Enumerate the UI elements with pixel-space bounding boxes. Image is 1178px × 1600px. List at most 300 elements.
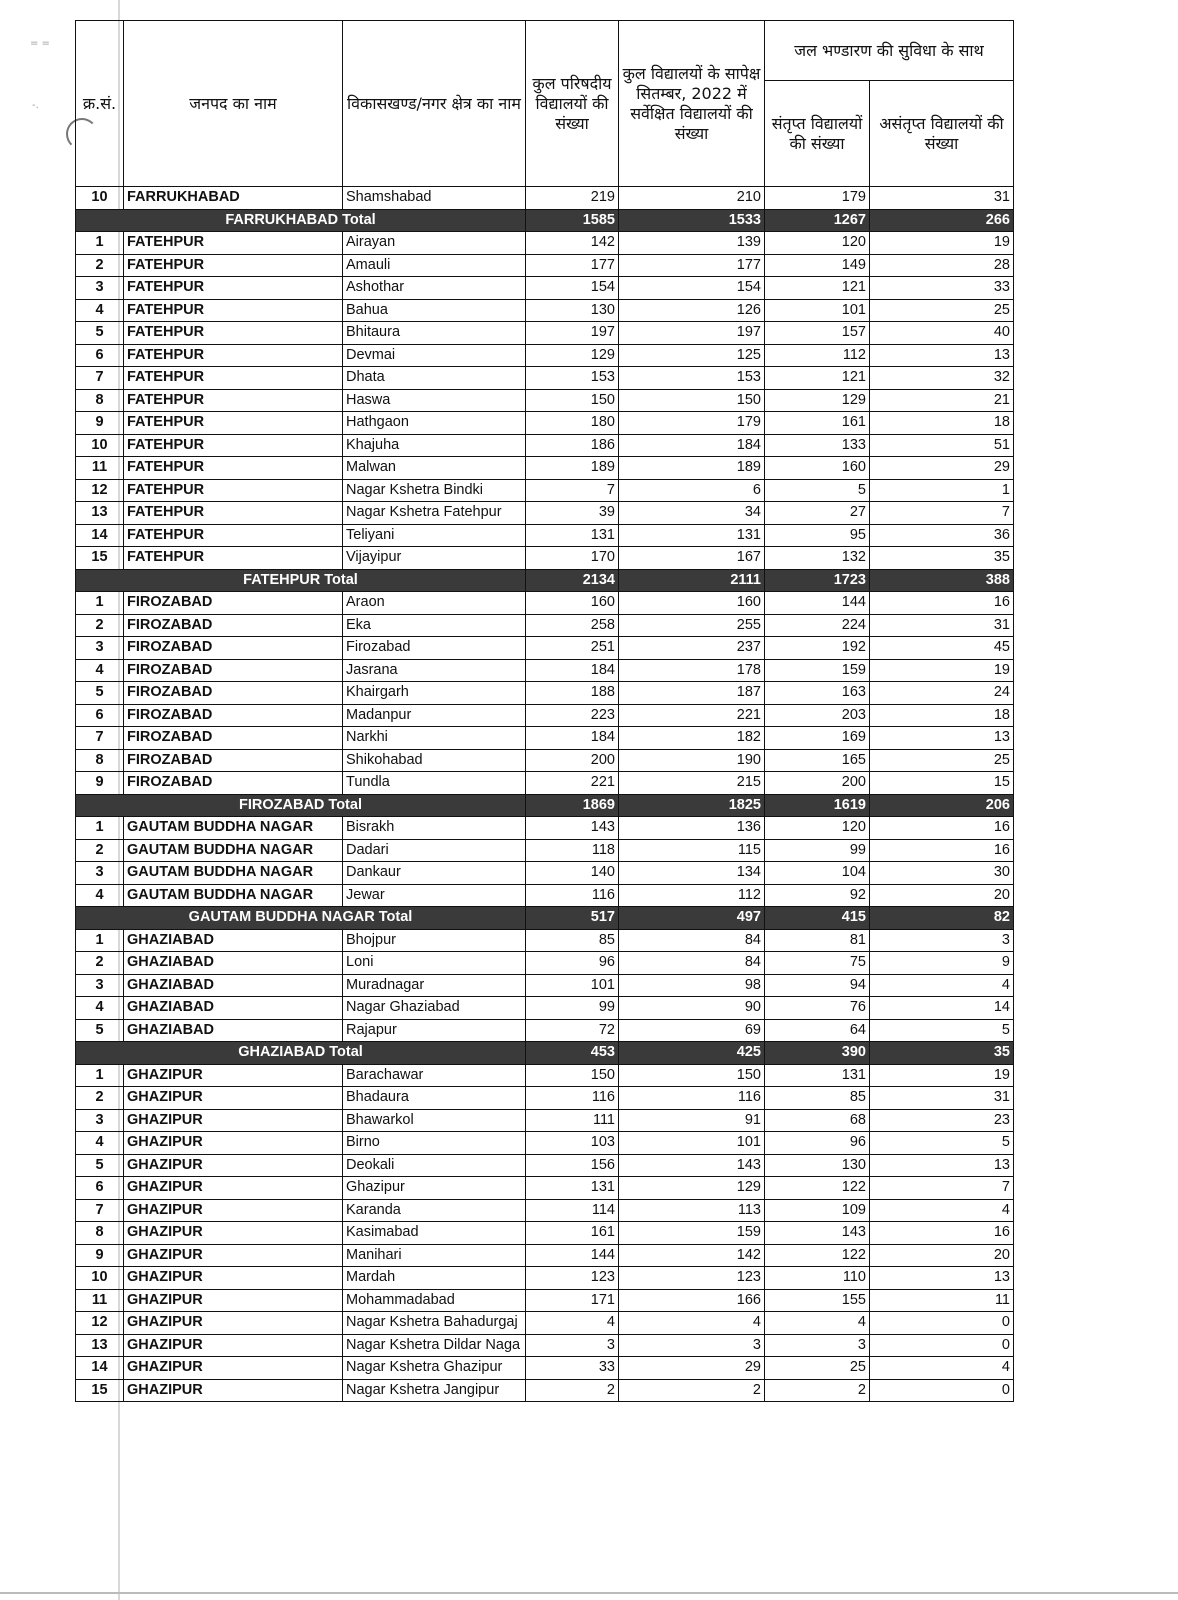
- saturated-count: 144: [765, 592, 870, 615]
- scan-mark: = =: [30, 38, 50, 49]
- serial-number: 5: [76, 1154, 124, 1177]
- serial-number: 6: [76, 704, 124, 727]
- district-name: GHAZIPUR: [124, 1379, 343, 1402]
- total-count: 188: [526, 682, 619, 705]
- block-name: Shamshabad: [343, 187, 526, 210]
- block-name: Nagar Kshetra Fatehpur: [343, 502, 526, 525]
- block-name: Nagar Kshetra Ghazipur: [343, 1357, 526, 1380]
- total-count: 131: [526, 524, 619, 547]
- saturated-count: 415: [765, 907, 870, 930]
- block-name: Muradnagar: [343, 974, 526, 997]
- total-count: 4: [526, 1312, 619, 1335]
- unsaturated-count: 206: [870, 794, 1014, 817]
- serial-number: 6: [76, 344, 124, 367]
- block-name: Vijayipur: [343, 547, 526, 570]
- surveyed-count: 29: [619, 1357, 765, 1380]
- saturated-count: 5: [765, 479, 870, 502]
- saturated-count: 129: [765, 389, 870, 412]
- total-count: 96: [526, 952, 619, 975]
- unsaturated-count: 3: [870, 929, 1014, 952]
- table-row: [76, 479, 1014, 502]
- block-name: Deokali: [343, 1154, 526, 1177]
- block-name: Nagar Ghaziabad: [343, 997, 526, 1020]
- block-name: Devmai: [343, 344, 526, 367]
- district-name: FATEHPUR: [124, 232, 343, 255]
- total-count: 153: [526, 367, 619, 390]
- total-count: 123: [526, 1267, 619, 1290]
- district-name: FIROZABAD: [124, 637, 343, 660]
- unsaturated-count: 21: [870, 389, 1014, 412]
- table-row: [76, 929, 1014, 952]
- serial-number: 4: [76, 299, 124, 322]
- serial-number: 9: [76, 1244, 124, 1267]
- unsaturated-count: 0: [870, 1379, 1014, 1402]
- saturated-count: 203: [765, 704, 870, 727]
- surveyed-count: 215: [619, 772, 765, 795]
- unsaturated-count: 31: [870, 614, 1014, 637]
- serial-number: 3: [76, 974, 124, 997]
- serial-number: 5: [76, 322, 124, 345]
- serial-number: 10: [76, 434, 124, 457]
- saturated-count: 99: [765, 839, 870, 862]
- surveyed-count: 154: [619, 277, 765, 300]
- district-name: GHAZIABAD: [124, 929, 343, 952]
- district-name: FATEHPUR: [124, 254, 343, 277]
- saturated-count: 169: [765, 727, 870, 750]
- unsaturated-count: 33: [870, 277, 1014, 300]
- serial-number: 4: [76, 884, 124, 907]
- surveyed-count: 497: [619, 907, 765, 930]
- total-count: 197: [526, 322, 619, 345]
- table-row: [76, 187, 1014, 210]
- serial-number: 11: [76, 1289, 124, 1312]
- header-sr: क्र.सं.: [76, 21, 124, 187]
- surveyed-count: 160: [619, 592, 765, 615]
- district-name: FATEHPUR: [124, 322, 343, 345]
- saturated-count: 143: [765, 1222, 870, 1245]
- surveyed-count: 221: [619, 704, 765, 727]
- total-count: 221: [526, 772, 619, 795]
- surveyed-count: 112: [619, 884, 765, 907]
- district-name: GHAZIABAD: [124, 952, 343, 975]
- serial-number: 10: [76, 187, 124, 210]
- district-total-row: [76, 794, 1014, 817]
- total-count: 144: [526, 1244, 619, 1267]
- scan-mark: -.: [32, 100, 39, 111]
- serial-number: 6: [76, 1177, 124, 1200]
- total-label: GHAZIABAD Total: [76, 1042, 526, 1065]
- serial-number: 7: [76, 1199, 124, 1222]
- serial-number: 1: [76, 592, 124, 615]
- unsaturated-count: 16: [870, 592, 1014, 615]
- table-row: [76, 1244, 1014, 1267]
- saturated-count: 68: [765, 1109, 870, 1132]
- unsaturated-count: 28: [870, 254, 1014, 277]
- unsaturated-count: 13: [870, 1154, 1014, 1177]
- total-count: 170: [526, 547, 619, 570]
- table-row: [76, 1334, 1014, 1357]
- total-count: 7: [526, 479, 619, 502]
- schools-water-storage-table: [75, 20, 1014, 1402]
- serial-number: 15: [76, 547, 124, 570]
- district-name: FATEHPUR: [124, 502, 343, 525]
- saturated-count: 157: [765, 322, 870, 345]
- serial-number: 4: [76, 997, 124, 1020]
- block-name: Nagar Kshetra Jangipur: [343, 1379, 526, 1402]
- total-count: 180: [526, 412, 619, 435]
- surveyed-count: 69: [619, 1019, 765, 1042]
- table-row: [76, 1064, 1014, 1087]
- surveyed-count: 34: [619, 502, 765, 525]
- total-count: 39: [526, 502, 619, 525]
- table-row: [76, 322, 1014, 345]
- saturated-count: 155: [765, 1289, 870, 1312]
- surveyed-count: 129: [619, 1177, 765, 1200]
- serial-number: 11: [76, 457, 124, 480]
- saturated-count: 159: [765, 659, 870, 682]
- surveyed-count: 1825: [619, 794, 765, 817]
- table-row: [76, 884, 1014, 907]
- surveyed-count: 126: [619, 299, 765, 322]
- block-name: Bahua: [343, 299, 526, 322]
- total-count: 103: [526, 1132, 619, 1155]
- serial-number: 7: [76, 727, 124, 750]
- saturated-count: 121: [765, 367, 870, 390]
- total-count: 161: [526, 1222, 619, 1245]
- block-name: Manihari: [343, 1244, 526, 1267]
- unsaturated-count: 388: [870, 569, 1014, 592]
- table-row: [76, 277, 1014, 300]
- serial-number: 9: [76, 772, 124, 795]
- total-count: 453: [526, 1042, 619, 1065]
- unsaturated-count: 29: [870, 457, 1014, 480]
- table-row: [76, 614, 1014, 637]
- table-row: [76, 772, 1014, 795]
- district-name: FATEHPUR: [124, 457, 343, 480]
- table-row: [76, 1154, 1014, 1177]
- total-count: 184: [526, 659, 619, 682]
- block-name: Amauli: [343, 254, 526, 277]
- block-name: Haswa: [343, 389, 526, 412]
- surveyed-count: 178: [619, 659, 765, 682]
- unsaturated-count: 23: [870, 1109, 1014, 1132]
- page-bottom-edge: [0, 1592, 1178, 1594]
- total-label: FARRUKHABAD Total: [76, 209, 526, 232]
- unsaturated-count: 266: [870, 209, 1014, 232]
- surveyed-count: 425: [619, 1042, 765, 1065]
- unsaturated-count: 20: [870, 1244, 1014, 1267]
- district-name: GAUTAM BUDDHA NAGAR: [124, 839, 343, 862]
- total-count: 154: [526, 277, 619, 300]
- table-row: [76, 367, 1014, 390]
- surveyed-count: 90: [619, 997, 765, 1020]
- saturated-count: 149: [765, 254, 870, 277]
- surveyed-count: 2111: [619, 569, 765, 592]
- block-name: Bhadaura: [343, 1087, 526, 1110]
- total-count: 143: [526, 817, 619, 840]
- table-row: [76, 524, 1014, 547]
- district-name: GHAZIPUR: [124, 1222, 343, 1245]
- total-count: 258: [526, 614, 619, 637]
- unsaturated-count: 0: [870, 1312, 1014, 1335]
- unsaturated-count: 82: [870, 907, 1014, 930]
- surveyed-count: 1533: [619, 209, 765, 232]
- table-row: [76, 299, 1014, 322]
- serial-number: 12: [76, 479, 124, 502]
- block-name: Bhojpur: [343, 929, 526, 952]
- block-name: Jewar: [343, 884, 526, 907]
- block-name: Jasrana: [343, 659, 526, 682]
- total-count: 171: [526, 1289, 619, 1312]
- district-name: GAUTAM BUDDHA NAGAR: [124, 884, 343, 907]
- serial-number: 14: [76, 1357, 124, 1380]
- district-name: FIROZABAD: [124, 614, 343, 637]
- surveyed-count: 166: [619, 1289, 765, 1312]
- saturated-count: 104: [765, 862, 870, 885]
- unsaturated-count: 40: [870, 322, 1014, 345]
- saturated-count: 76: [765, 997, 870, 1020]
- saturated-count: 179: [765, 187, 870, 210]
- total-count: 251: [526, 637, 619, 660]
- surveyed-count: 84: [619, 952, 765, 975]
- block-name: Loni: [343, 952, 526, 975]
- saturated-count: 3: [765, 1334, 870, 1357]
- surveyed-count: 150: [619, 1064, 765, 1087]
- block-name: Malwan: [343, 457, 526, 480]
- serial-number: 1: [76, 817, 124, 840]
- table-row: [76, 637, 1014, 660]
- saturated-count: 160: [765, 457, 870, 480]
- total-count: 116: [526, 1087, 619, 1110]
- total-count: 156: [526, 1154, 619, 1177]
- header-district: जनपद का नाम: [124, 21, 343, 187]
- block-name: Araon: [343, 592, 526, 615]
- block-name: Narkhi: [343, 727, 526, 750]
- saturated-count: 94: [765, 974, 870, 997]
- block-name: Mardah: [343, 1267, 526, 1290]
- block-name: Bisrakh: [343, 817, 526, 840]
- table-row: [76, 1289, 1014, 1312]
- block-name: Firozabad: [343, 637, 526, 660]
- table-row: [76, 952, 1014, 975]
- surveyed-count: 115: [619, 839, 765, 862]
- table-row: [76, 434, 1014, 457]
- district-name: GAUTAM BUDDHA NAGAR: [124, 862, 343, 885]
- total-count: 200: [526, 749, 619, 772]
- surveyed-count: 150: [619, 389, 765, 412]
- total-count: 99: [526, 997, 619, 1020]
- saturated-count: 200: [765, 772, 870, 795]
- district-name: FATEHPUR: [124, 299, 343, 322]
- block-name: Mohammadabad: [343, 1289, 526, 1312]
- unsaturated-count: 16: [870, 839, 1014, 862]
- total-count: 101: [526, 974, 619, 997]
- district-name: GHAZIABAD: [124, 974, 343, 997]
- district-name: FIROZABAD: [124, 592, 343, 615]
- surveyed-count: 210: [619, 187, 765, 210]
- saturated-count: 27: [765, 502, 870, 525]
- block-name: Nagar Kshetra Dildar Naga: [343, 1334, 526, 1357]
- serial-number: 3: [76, 637, 124, 660]
- serial-number: 2: [76, 1087, 124, 1110]
- serial-number: 4: [76, 1132, 124, 1155]
- saturated-count: 92: [765, 884, 870, 907]
- district-name: FATEHPUR: [124, 344, 343, 367]
- surveyed-count: 98: [619, 974, 765, 997]
- saturated-count: 122: [765, 1244, 870, 1267]
- district-name: GHAZIABAD: [124, 997, 343, 1020]
- unsaturated-count: 5: [870, 1019, 1014, 1042]
- table-row: [76, 412, 1014, 435]
- district-name: FIROZABAD: [124, 727, 343, 750]
- total-label: FIROZABAD Total: [76, 794, 526, 817]
- unsaturated-count: 11: [870, 1289, 1014, 1312]
- serial-number: 5: [76, 682, 124, 705]
- serial-number: 14: [76, 524, 124, 547]
- total-count: 184: [526, 727, 619, 750]
- district-total-row: [76, 569, 1014, 592]
- total-count: 150: [526, 1064, 619, 1087]
- serial-number: 12: [76, 1312, 124, 1335]
- table-row: [76, 457, 1014, 480]
- total-label: FATEHPUR Total: [76, 569, 526, 592]
- surveyed-count: 177: [619, 254, 765, 277]
- table-row: [76, 659, 1014, 682]
- district-name: GAUTAM BUDDHA NAGAR: [124, 817, 343, 840]
- total-count: 1869: [526, 794, 619, 817]
- unsaturated-count: 24: [870, 682, 1014, 705]
- surveyed-count: 113: [619, 1199, 765, 1222]
- saturated-count: 192: [765, 637, 870, 660]
- table-row: [76, 389, 1014, 412]
- saturated-count: 122: [765, 1177, 870, 1200]
- total-count: 1585: [526, 209, 619, 232]
- district-total-row: [76, 1042, 1014, 1065]
- block-name: Birno: [343, 1132, 526, 1155]
- table-row: [76, 232, 1014, 255]
- unsaturated-count: 51: [870, 434, 1014, 457]
- serial-number: 9: [76, 412, 124, 435]
- saturated-count: 64: [765, 1019, 870, 1042]
- district-total-row: [76, 907, 1014, 930]
- unsaturated-count: 9: [870, 952, 1014, 975]
- serial-number: 1: [76, 1064, 124, 1087]
- surveyed-count: 143: [619, 1154, 765, 1177]
- district-name: FIROZABAD: [124, 772, 343, 795]
- saturated-count: 163: [765, 682, 870, 705]
- district-name: GHAZIPUR: [124, 1109, 343, 1132]
- district-name: GHAZIABAD: [124, 1019, 343, 1042]
- table-row: [76, 1019, 1014, 1042]
- district-name: GHAZIPUR: [124, 1289, 343, 1312]
- table-row: [76, 254, 1014, 277]
- district-name: FATEHPUR: [124, 547, 343, 570]
- unsaturated-count: 1: [870, 479, 1014, 502]
- block-name: Eka: [343, 614, 526, 637]
- serial-number: 15: [76, 1379, 124, 1402]
- block-name: Nagar Kshetra Bindki: [343, 479, 526, 502]
- total-count: 130: [526, 299, 619, 322]
- block-name: Tundla: [343, 772, 526, 795]
- block-name: Dhata: [343, 367, 526, 390]
- total-count: 2: [526, 1379, 619, 1402]
- unsaturated-count: 31: [870, 1087, 1014, 1110]
- surveyed-count: 190: [619, 749, 765, 772]
- surveyed-count: 116: [619, 1087, 765, 1110]
- table-row: [76, 592, 1014, 615]
- total-count: 2134: [526, 569, 619, 592]
- unsaturated-count: 4: [870, 974, 1014, 997]
- table-row: [76, 1177, 1014, 1200]
- saturated-count: 131: [765, 1064, 870, 1087]
- surveyed-count: 159: [619, 1222, 765, 1245]
- district-name: GHAZIPUR: [124, 1199, 343, 1222]
- block-name: Khajuha: [343, 434, 526, 457]
- serial-number: 8: [76, 749, 124, 772]
- serial-number: 2: [76, 839, 124, 862]
- unsaturated-count: 45: [870, 637, 1014, 660]
- surveyed-count: 167: [619, 547, 765, 570]
- header-surveyed: कुल विद्यालयों के सापेक्ष सितम्बर, 2022 में सर्वेक्षित विद्यालयों की संख्या: [619, 21, 765, 187]
- saturated-count: 1267: [765, 209, 870, 232]
- saturated-count: 120: [765, 232, 870, 255]
- serial-number: 7: [76, 367, 124, 390]
- total-count: 219: [526, 187, 619, 210]
- table-row: [76, 727, 1014, 750]
- surveyed-count: 182: [619, 727, 765, 750]
- table-row: [76, 1199, 1014, 1222]
- serial-number: 3: [76, 277, 124, 300]
- table-row: [76, 1379, 1014, 1402]
- district-name: FATEHPUR: [124, 367, 343, 390]
- block-name: Bhitaura: [343, 322, 526, 345]
- block-name: Rajapur: [343, 1019, 526, 1042]
- block-name: Ashothar: [343, 277, 526, 300]
- surveyed-count: 123: [619, 1267, 765, 1290]
- serial-number: 8: [76, 1222, 124, 1245]
- district-name: GHAZIPUR: [124, 1334, 343, 1357]
- total-count: 85: [526, 929, 619, 952]
- serial-number: 5: [76, 1019, 124, 1042]
- district-name: FATEHPUR: [124, 524, 343, 547]
- surveyed-count: 139: [619, 232, 765, 255]
- unsaturated-count: 35: [870, 547, 1014, 570]
- saturated-count: 112: [765, 344, 870, 367]
- block-name: Ghazipur: [343, 1177, 526, 1200]
- total-count: 72: [526, 1019, 619, 1042]
- saturated-count: 110: [765, 1267, 870, 1290]
- saturated-count: 96: [765, 1132, 870, 1155]
- district-name: GHAZIPUR: [124, 1132, 343, 1155]
- surveyed-count: 2: [619, 1379, 765, 1402]
- district-name: GHAZIPUR: [124, 1312, 343, 1335]
- district-name: GHAZIPUR: [124, 1064, 343, 1087]
- saturated-count: 161: [765, 412, 870, 435]
- block-name: Nagar Kshetra Bahadurgaj: [343, 1312, 526, 1335]
- serial-number: 4: [76, 659, 124, 682]
- total-count: 177: [526, 254, 619, 277]
- total-count: 33: [526, 1357, 619, 1380]
- saturated-count: 1619: [765, 794, 870, 817]
- block-name: Bhawarkol: [343, 1109, 526, 1132]
- district-name: FATEHPUR: [124, 277, 343, 300]
- district-name: GHAZIPUR: [124, 1357, 343, 1380]
- unsaturated-count: 7: [870, 1177, 1014, 1200]
- total-count: 3: [526, 1334, 619, 1357]
- table-row: [76, 502, 1014, 525]
- district-name: FATEHPUR: [124, 479, 343, 502]
- saturated-count: 81: [765, 929, 870, 952]
